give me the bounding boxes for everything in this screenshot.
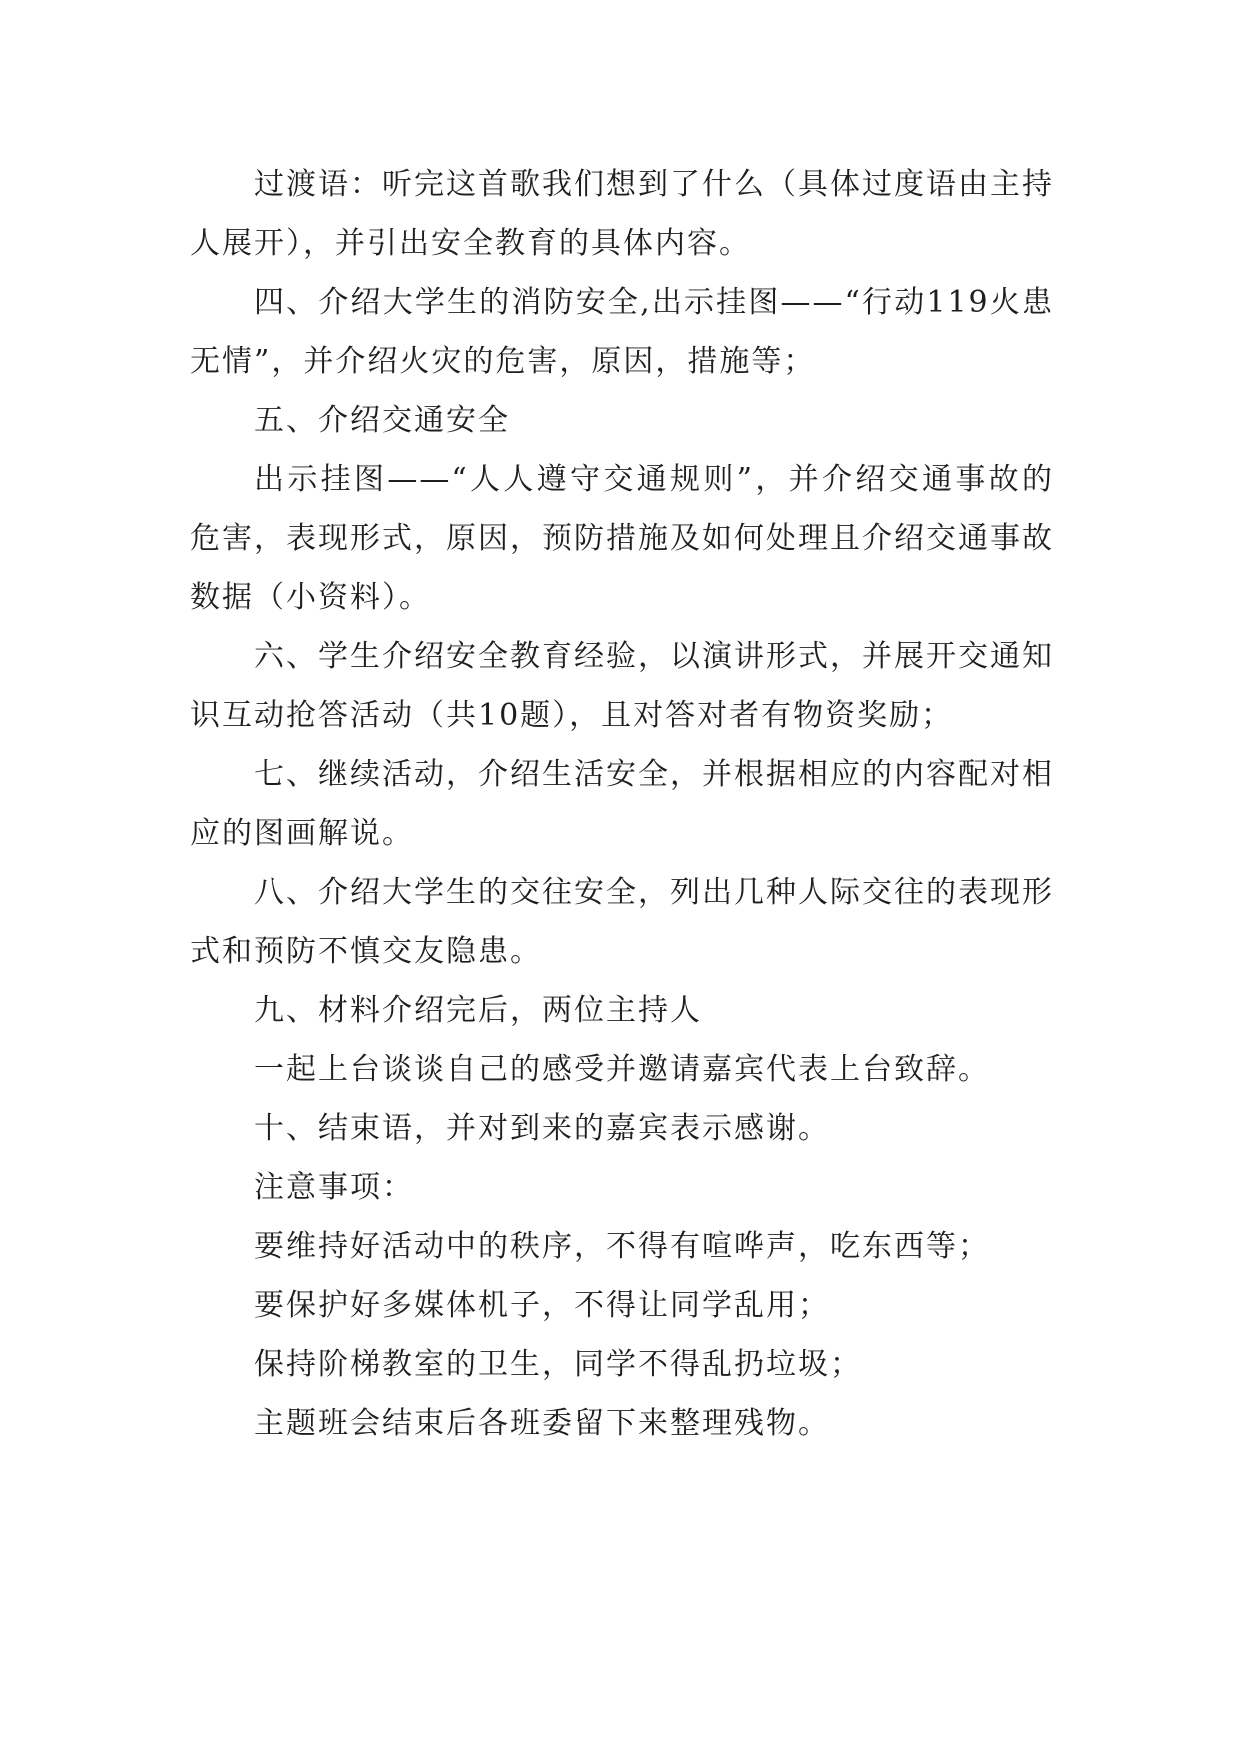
note-hygiene: 保持阶梯教室的卫生，同学不得乱扔垃圾； xyxy=(254,1347,862,1382)
note-cleanup: 主题班会结束后各班委留下来整理残物。 xyxy=(254,1406,830,1441)
paragraph-hosts: 九、材料介绍完后，两位主持人 xyxy=(254,993,702,1028)
paragraph-fire-safety: 四、介绍大学生的消防安全,出示挂图——“行动119火患无情”，并介绍火灾的危害，原因，措施等； xyxy=(190,285,1054,379)
paragraph-closing: 十、结束语，并对到来的嘉宾表示感谢。 xyxy=(254,1111,830,1146)
note-equipment: 要保护好多媒体机子，不得让同学乱用； xyxy=(254,1288,830,1323)
paragraph-student-experience: 六、学生介绍安全教育经验，以演讲形式，并展开交通知识互动抢答活动（共10题），且对答对者有物资奖励； xyxy=(190,639,1054,733)
paragraph-transition: 过渡语：听完这首歌我们想到了什么（具体过度语由主持人展开），并引出安全教育的具体内容。 xyxy=(190,167,1054,261)
notes-heading: 注意事项： xyxy=(254,1170,414,1205)
paragraph-guest-speech: 一起上台谈谈自己的感受并邀请嘉宾代表上台致辞。 xyxy=(254,1052,990,1087)
paragraph-traffic-detail: 出示挂图——“人人遵守交通规则”，并介绍交通事故的危害，表现形式，原因，预防措施及如何处理且介绍交通事故数据（小资料）。 xyxy=(190,462,1054,615)
paragraph-social-safety: 八、介绍大学生的交往安全，列出几种人际交往的表现形式和预防不慎交友隐患。 xyxy=(190,875,1054,969)
paragraph-life-safety: 七、继续活动，介绍生活安全，并根据相应的内容配对相应的图画解说。 xyxy=(190,757,1054,851)
document-body xyxy=(190,155,1054,1453)
paragraph-traffic-heading: 五、介绍交通安全 xyxy=(254,403,510,438)
note-order: 要维持好活动中的秩序，不得有喧哗声，吃东西等； xyxy=(254,1229,990,1264)
